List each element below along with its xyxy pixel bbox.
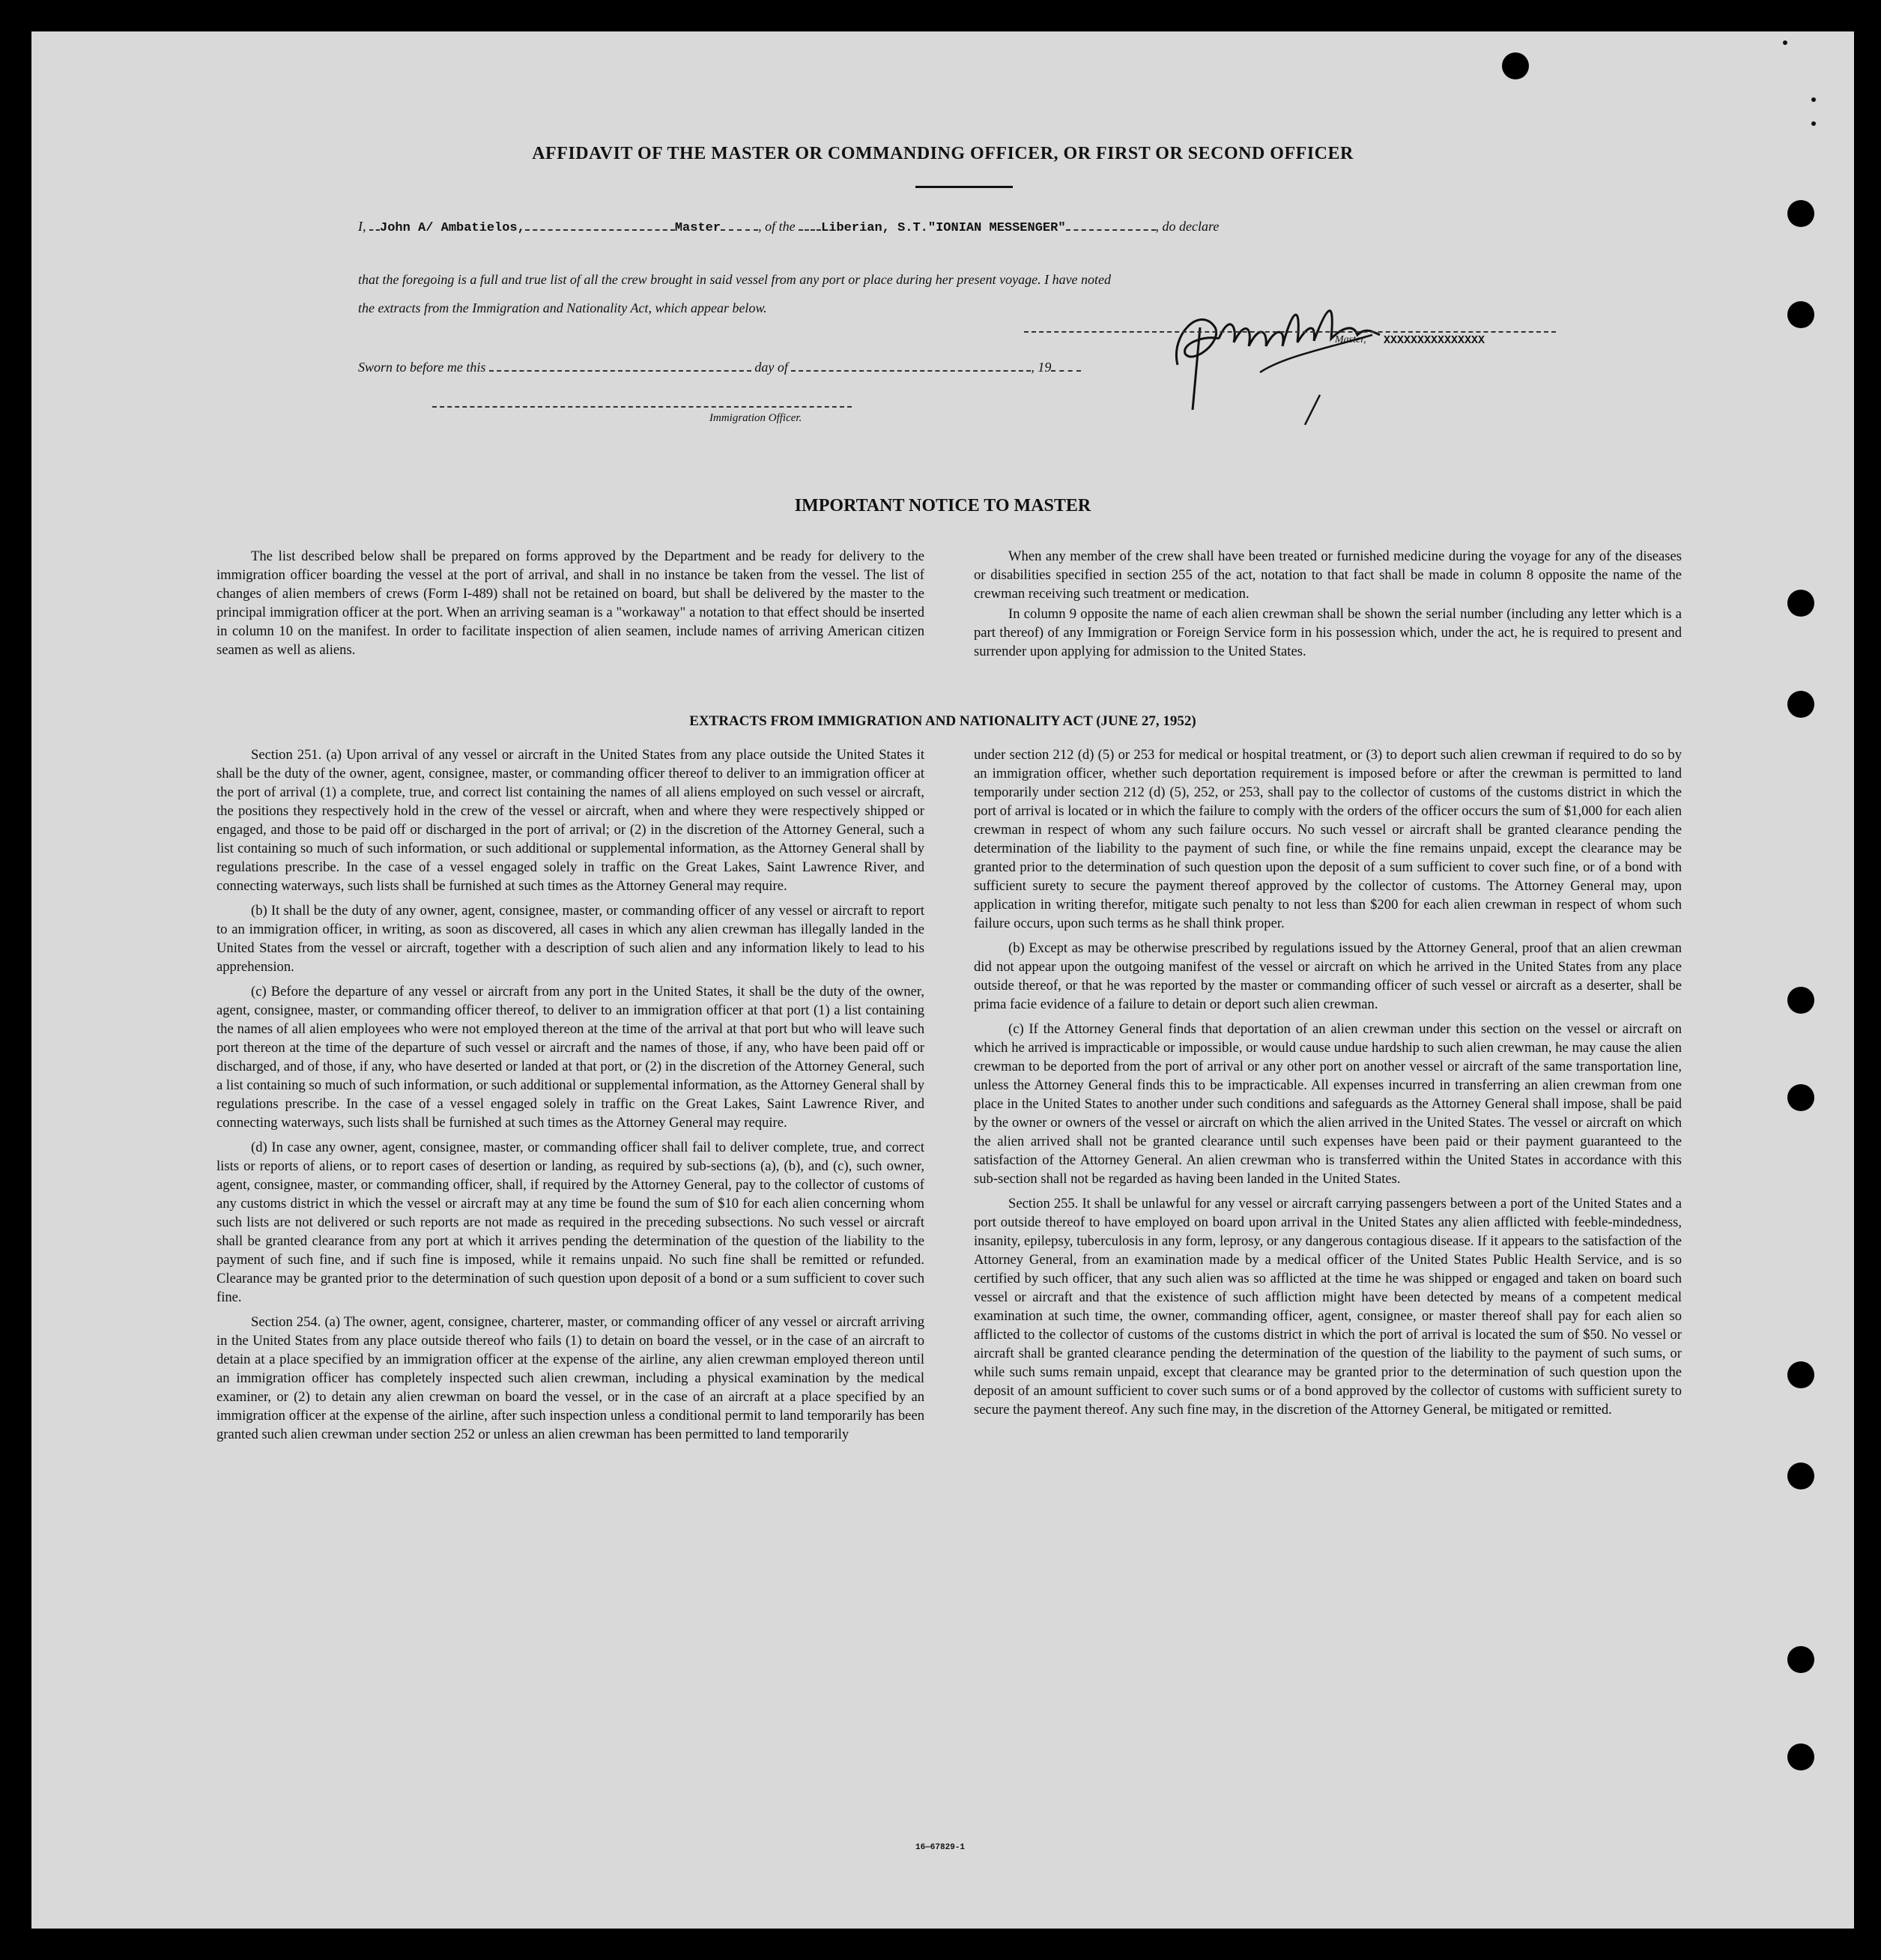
punch-hole-icon [1787,1743,1814,1770]
master-rank: Master [674,221,721,235]
section-paragraph: Section 251. (a) Upon arrival of any vessel or aircraft in the United States from any place outside the United States it shall be the duty of the owner, agent, consignee, master, or commanding officer thereof to deliver to an immigration officer at the port of arrival (1) a complete, true, and correct list containing the names of all aliens employed on such vessel or aircraft, the positions they respectively hold in the crew of the vessel or aircraft, when and where they were respectively shipped or engaged, and those to be paid off or discharged in the port of arrival; or (2) in the discretion of the Attorney General, such a list containing so much of such information, or such additional or supplemental information, as the Attorney General shall by regulations prescribe. In the case of a vessel engaged solely in traffic on the Great Lakes, Saint Lawrence River, and connecting waterways, such lists shall be furnished at such times as the Attorney General may require. [216,747,924,894]
speck-mark [1811,97,1816,102]
document-page [31,31,1854,1929]
master-label: Master, [1335,334,1366,345]
master-signature-line [1024,331,1556,333]
notice-right-paragraph: In column 9 opposite the name of each alien crewman shall be shown the serial number (including any letter which is a part thereof) of any Immigration or Foreign Service form in his possession which, under the act, he is required to present and surrender upon applying for admission to the United States. [974,606,1682,659]
notice-title: IMPORTANT NOTICE TO MASTER [794,496,1091,515]
of-the-text: , of the [758,219,796,234]
handwritten-signature-icon [1148,282,1432,432]
immigration-officer-line [432,406,852,408]
notice-right-column [974,547,1682,667]
vessel-blank [1066,217,1156,231]
year-blank [1051,358,1081,372]
section-paragraph: Section 254. (a) The owner, agent, consignee, charterer, master, or commanding officer of any vessel or aircraft arriving in the United States from any place outside thereof who fails (1) to detain on board the vessel, or in the case of an aircraft to detain at a place specified by an immigration officer at the expense of the airline, any alien crewman employed thereon until an immigration officer has completely inspected such alien crewman, including a physical examination by the medical examiner, or (2) to detain any alien crewman on board the vessel, or in the case of an aircraft at a place specified by an immigration officer at the expense of the airline, after such inspection unless a conditional permit to land temporarily has been granted such alien crewman under section 252 or unless an alien crewman has been permitted to land temporarily [216,1314,924,1442]
affidavit-statement-1: that the foregoing is a full and true list of all the crew brought in said vessel from any port or place during her present voyage. I have noted [358,272,1112,287]
year-text: , 19 [1031,360,1052,375]
day-of-text: day of [754,360,788,375]
do-declare-text: , do declare [1155,219,1220,234]
extracts-title: EXTRACTS FROM IMMIGRATION AND NATIONALITY ACT (JUNE 27, 1952) [689,713,1196,729]
section-paragraph: (d) In case any owner, agent, consignee, master, or commanding officer shall fail to deliver complete, true, and correct lists or reports of aliens, or to report cases of desertion or landing, as required by sub-sections (a), (b), and (c), such owner, agent, consignee, master, or commanding officer, shall, if required by the Attorney General, pay to the collector of customs of any customs district in which the vessel or aircraft may at any time be found the sum of $10 for each alien concerning whom such lists are not delivered or such reports are not made as required in the preceding subsections. No such vessel or aircraft shall be granted clearance from any port at which it arrives pending the determination of the question of the liability to the payment of such fine, and if such fine is imposed, while it remains unpaid. No such fine shall be remitted or refunded. Clearance may be granted prior to the determination of such question upon deposit of a bond or a sum sufficient to cover such fine. [216,1140,924,1305]
extracts-left-column [216,745,924,1450]
punch-hole-icon [1787,590,1814,617]
punch-hole-icon [1787,987,1814,1014]
speck-mark [1783,40,1787,45]
title-rule [915,186,1013,188]
sworn-blank [489,358,751,372]
master-name: John A/ Ambatielos, [380,221,525,235]
punch-hole-icon [1787,301,1814,328]
vessel-blank [799,217,821,231]
day-blank [791,358,1031,372]
punch-hole-icon [1787,200,1814,227]
name-blank [525,217,675,231]
punch-hole-icon [1787,1361,1814,1388]
affidavit-line [358,217,1557,235]
section-paragraph: under section 212 (d) (5) or 253 for medical or hospital treatment, or (3) to deport such alien crewman if required to do so by an immigration officer, whether such deportation requirement is imposed before or after the crewman is permitted to land temporarily under section 212 (d) (5), 252, or 253, shall pay to the collector of customs of the customs district in which the port of arrival is located or in which the failure to comply with the orders of the officer occurs the sum of $1,000 for each alien crewman in respect of whom any such failure occurs. No such vessel or aircraft shall be granted clearance pending the determination of the liability to the payment of such fine, or while the fine remains unpaid, except the clearance may be granted prior to the determination of such question upon the deposit of a sum sufficient to cover such fine, or of a bond with sufficient surety to secure the payment thereof approved by the collector of customs. The Attorney General may, upon application in writing therefor, mitigate such penalty to not less than $200 for each alien crewman in respect of whom such failure occurs, upon such terms as he shall think proper. [974,747,1682,931]
form-code: 16—67829-1 [915,1843,966,1852]
punch-hole-icon [1502,52,1529,79]
punch-hole-icon [1787,1084,1814,1111]
master-struck-text: XXXXXXXXXXXXXXX [1384,334,1485,347]
section-paragraph: (c) Before the departure of any vessel or aircraft from any port in the United States, it shall be the duty of the owner, agent, consignee, master, or commanding officer thereof, to deliver to an immigration officer at that port (1) a list containing the names of all alien employees who were not employed thereon at the time of the arrival at that port but who will leave such port thereon at the time of the departure of such vessel or aircraft and the names of those, if any, who have been paid off or discharged, and of those, if any, who have deserted or landed at that port, or (2) in the discretion of the Attorney General, such a list containing so much of such information, or such additional or supplemental information, as the Attorney General shall by regulations prescribe. In the case of a vessel engaged solely in traffic on the Great Lakes, Saint Lawrence River, and connecting waterways, such lists shall be furnished at such times as the Attorney General may require. [216,984,924,1131]
notice-right-paragraph: When any member of the crew shall have been treated or furnished medicine during the voyage for any of the diseases or disabilities specified in section 255 of the act, notation to that fact shall be made in column 8 opposite the name of the crewman receiving such treatment or medication. [974,548,1682,602]
section-paragraph: Section 255. It shall be unlawful for any vessel or aircraft carrying passengers between a port of the United States and a port outside thereof to have employed on board upon arrival in the United States any alien afflicted with feeble-mindedness, insanity, epilepsy, tuberculosis in any form, leprosy, or any dangerous contagious disease. If it appears to the satisfaction of the Attorney General, from an examination made by a medical officer of the United States Public Health Service, and is so certified by such officer, that any such alien was so afflicted at the time he was shipped or engaged and taken on board such vessel or aircraft and that the existence of such affliction might have been detected by means of a competent medical examination at such time, the owner, commanding officer, agent, consignee, or master thereof shall pay for each alien so afflicted to the collector of customs of the customs district in which the port of arrival is located the sum of $50. No vessel or aircraft shall be granted clearance pending the determination of the question of the liability to the payment of such sums, or while such sums remain unpaid, except that clearance may be granted prior to the determination of such question upon the deposit of an amount sufficient to cover such sums or of a bond approved by the collector of customs with sufficient surety to secure the payment thereof. Any such fine may, in the discretion of the Attorney General, be mitigated or remitted. [974,1196,1682,1418]
sworn-line [358,358,1557,375]
name-blank [369,217,380,231]
extracts-right-column [974,745,1682,1425]
section-paragraph: (b) It shall be the duty of any owner, agent, consignee, master, or commanding officer of any vessel or aircraft to report to an immigration officer, in writing, as soon as discovered, all cases in which any alien crewman has illegally landed in the United States from the vessel or aircraft, together with a description of such alien and any information likely to lead to his apprehension. [216,903,924,975]
sworn-text: Sworn to before me this [358,360,486,375]
rank-blank [721,217,758,231]
speck-mark [1811,121,1816,126]
vessel-name: Liberian, S.T."IONIAN MESSENGER" [821,221,1066,235]
punch-hole-icon [1787,1463,1814,1489]
immigration-officer-label: Immigration Officer. [709,412,802,424]
punch-hole-icon [1787,1646,1814,1673]
affidavit-prefix: I, [358,219,366,234]
section-paragraph: (c) If the Attorney General finds that deportation of an alien crewman under this section on the vessel or aircraft on which he arrived is impracticable or impossible, or would cause undue hardship to such alien crewman, he may cause the alien crewman to be deported from the port of arrival or any other port on another vessel or aircraft of the same transportation line, unless the Attorney General finds this to be impracticable. All expenses incurred in transferring an alien crewman from one place in the United States to another under such conditions and safeguards as the Attorney General shall impose, shall be paid by the owner or owners of the vessel or aircraft on which the alien arrived in the United States. The vessel or aircraft on which the alien arrived shall not be granted clearance until such expenses have been paid or their payment guaranteed to the satisfaction of the Attorney General. An alien crewman who is transferred within the United States in accordance with this sub-section shall not be regarded as having been landed in the United States. [974,1021,1682,1187]
page-title: AFFIDAVIT OF THE MASTER OR COMMANDING OFFICER, OR FIRST OR SECOND OFFICER [532,144,1354,163]
notice-left-paragraph: The list described below shall be prepared on forms approved by the Department and be ready for delivery to the immigration officer boarding the vessel at the port of arrival, and shall in no instance be taken from the vessel. The list of changes of alien members of crews (Form I-489) shall not be retained on board, but shall be delivered by the master to the principal immigration officer at the port. When an arriving seaman is a "workaway" a notation to that effect should be inserted in column 10 on the manifest. In order to facilitate inspection of alien seamen, include names of arriving American citizen seamen as well as aliens. [216,548,924,658]
affidavit-statement-2: the extracts from the Immigration and Nationality Act, which appear below. [358,300,767,315]
notice-left-column [216,547,924,665]
section-paragraph: (b) Except as may be otherwise prescribed by regulations issued by the Attorney General, proof that an alien crewman did not appear upon the outgoing manifest of the vessel or aircraft on which he arrived in the United States from any place outside thereof, or that he was reported by the master or commanding officer of such vessel or aircraft as a deserter, shall be prima facie evidence of a failure to detain or deport such alien crewman. [974,940,1682,1012]
